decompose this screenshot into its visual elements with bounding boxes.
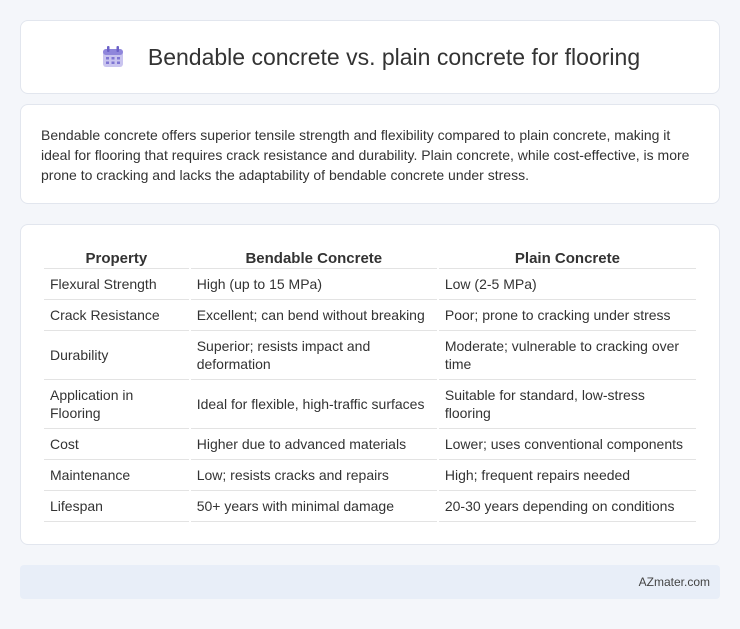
row-property: Maintenance [44, 460, 189, 491]
row-property: Cost [44, 429, 189, 460]
title-card [20, 20, 720, 94]
table-row [44, 331, 696, 380]
footer-bar [20, 565, 720, 599]
table-row [44, 460, 696, 491]
row-bendable-value: Higher due to advanced materials [191, 429, 437, 460]
row-property: Durability [44, 331, 189, 380]
summary-card [20, 104, 720, 204]
row-plain-value: Suitable for standard, low-stress flooring [439, 380, 696, 429]
row-property: Application in Flooring [44, 380, 189, 429]
row-plain-value: Low (2-5 MPa) [439, 269, 696, 300]
table-row [44, 269, 696, 300]
comparison-table-card [20, 224, 720, 545]
row-property: Flexural Strength [44, 269, 189, 300]
summary-text: Bendable concrete offers superior tensile strength and flexibility compared to plain concrete, making it ideal for flooring that requires crack resistance and durability. Plain concrete, while cost-effective, is more prone to cracking and lacks the adaptability of bendable concrete under stress. [41, 127, 690, 183]
header-property: Property [44, 245, 189, 269]
row-bendable-value: Excellent; can bend without breaking [191, 300, 437, 331]
row-plain-value: Moderate; vulnerable to cracking over time [439, 331, 696, 380]
table-header-row [44, 245, 696, 269]
row-bendable-value: 50+ years with minimal damage [191, 491, 437, 522]
header-bendable-concrete: Bendable Concrete [191, 245, 437, 269]
calendar-icon [100, 44, 126, 70]
footer-brand: AZmater.com [638, 575, 710, 589]
row-plain-value: Poor; prone to cracking under stress [439, 300, 696, 331]
row-plain-value: Lower; uses conventional components [439, 429, 696, 460]
row-property: Crack Resistance [44, 300, 189, 331]
table-row [44, 380, 696, 429]
row-property: Lifespan [44, 491, 189, 522]
row-plain-value: High; frequent repairs needed [439, 460, 696, 491]
row-plain-value: 20-30 years depending on conditions [439, 491, 696, 522]
row-bendable-value: High (up to 15 MPa) [191, 269, 437, 300]
page-title: Bendable concrete vs. plain concrete for flooring [147, 43, 641, 70]
table-row [44, 429, 696, 460]
header-plain-concrete: Plain Concrete [439, 245, 696, 269]
row-bendable-value: Ideal for flexible, high-traffic surfaces [191, 380, 437, 429]
table-row [44, 300, 696, 331]
comparison-table [42, 245, 698, 522]
table-row [44, 491, 696, 522]
row-bendable-value: Superior; resists impact and deformation [191, 331, 437, 380]
row-bendable-value: Low; resists cracks and repairs [191, 460, 437, 491]
